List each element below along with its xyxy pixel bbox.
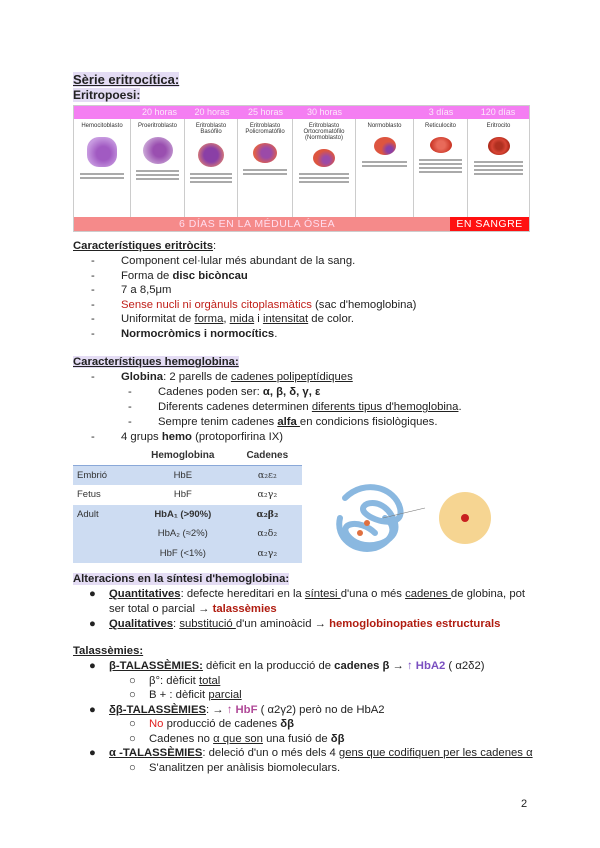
item-text: d'un aminoàcid → (235, 618, 330, 630)
stage-column (356, 119, 414, 219)
stage-column (293, 119, 356, 219)
section-heading: Talassèmies: (73, 645, 144, 657)
table-row (73, 485, 302, 505)
iron-atom (461, 514, 469, 522)
sub-list-item: ○ β°: dèficit total (129, 674, 221, 687)
list-item: - Diferents cadenes determinen diferents tipus d'hemoglobina. (128, 401, 462, 413)
item-text: Uniformitat de (121, 313, 195, 325)
sub-list-item: ○ S'analitzen per anàlisis biomoleculars. (129, 761, 341, 774)
time-label: 25 horas (247, 107, 284, 117)
list-item: - Sense nucli ni orgànuls citoplasmàtics (sac d'hemoglobina) (91, 298, 417, 311)
table-cell: α₂γ₂ (257, 489, 278, 501)
item-text: Forma de (121, 269, 173, 282)
table-cell (73, 524, 133, 544)
item-bold: δβ (280, 718, 295, 730)
item-bold: δβ (330, 732, 345, 745)
item-text: de globina, pot (450, 588, 526, 600)
cell-image (198, 143, 224, 167)
item-underline: α que son (213, 732, 263, 745)
item-text: B + : dèficit (149, 689, 209, 701)
blood-label: EN SANGRE (450, 217, 529, 231)
stage-column (414, 119, 468, 219)
item-text: Diferents cadenes determinen (158, 401, 312, 413)
item-text: d'una o més (340, 588, 406, 600)
item-text: dèficit en la producció de (202, 660, 335, 672)
cell-image (143, 137, 173, 164)
list-item: - Component cel·lular més abundant de la sang. (91, 255, 356, 267)
item-bold: hemo (161, 431, 192, 443)
sub-list-item: ○ No producció de cadenes δβ (129, 718, 295, 730)
stage-description (474, 161, 523, 175)
item-underline: cadenes (405, 588, 451, 600)
table-cell: α₂ε₂ (257, 470, 277, 481)
table-cell: Adult (77, 508, 99, 520)
table-cell: HbE (173, 470, 193, 481)
hemoglobin-structure-illustration (305, 478, 530, 560)
stage-column (131, 119, 185, 219)
time-label: 20 horas (194, 107, 230, 117)
item-text: Cadenes poden ser: (158, 386, 263, 398)
heme-group (357, 530, 363, 536)
table-row (73, 505, 302, 525)
item-text: 4 grups (121, 431, 162, 443)
item-bold: Normocròmics i normocítics (121, 327, 275, 340)
item-underline: parcial (208, 689, 242, 701)
cell-image (253, 143, 277, 163)
item-text: : defecte hereditari en la (180, 588, 305, 600)
item-bold: disc bicòncau (172, 269, 248, 282)
table-cell: Embrió (77, 470, 108, 481)
stage-description (80, 173, 125, 179)
table-cell (73, 544, 133, 564)
cell-image (313, 149, 335, 167)
item-red: Sense nucli ni orgànuls citoplasmàtics (121, 298, 312, 311)
stage-description (362, 161, 408, 167)
item-bold: cadenes β (334, 660, 390, 672)
item-purple: ↑ HbA2 (407, 660, 446, 672)
item-text: β°: dèficit (149, 674, 199, 687)
item-red: talassèmies (212, 603, 277, 615)
table-cell: HbA₂ (≈2%) (157, 528, 208, 540)
stage-column (468, 119, 529, 219)
section-heading: Característiques hemoglobina: (73, 356, 239, 368)
item-text: Cadenes no (149, 732, 214, 745)
item-text: (protoporfirina IX) (191, 431, 284, 443)
cell-image (430, 137, 452, 153)
stage-description (419, 159, 461, 173)
item-underline: Quantitatives (109, 588, 181, 600)
item-text: en condicions fisiològiques. (299, 416, 438, 428)
item-underline: cadenes polipeptídiques (230, 371, 353, 383)
item-underline: intensitat (262, 313, 309, 325)
item-text: ( α2δ2) (445, 660, 485, 672)
item-text: S'analitzen per anàlisis biomoleculars. (149, 761, 341, 774)
cell-image (374, 137, 396, 155)
item-underline: δβ-TALASSÈMIES (109, 703, 207, 716)
list-item: - 4 grups hemo (protoporfirina IX) (91, 431, 284, 443)
item-text: . (458, 401, 462, 413)
list-item: - Forma de disc bicòncau (91, 269, 248, 282)
list-item: - Uniformitat de forma, mida i intensitat de color. (91, 313, 355, 325)
item-text: : → (206, 703, 227, 716)
item-underline: gens que codifiquen per les cadenes α (338, 747, 533, 759)
sub-list-item: ○ Cadenes no α que son una fusió de δβ (129, 732, 345, 745)
stage-name: Proeritroblasto (137, 123, 178, 129)
stage-name: Eritroblasto Policromatófilo (245, 123, 285, 135)
stage-column (74, 119, 131, 219)
table-cell: α₂δ₂ (257, 528, 278, 540)
item-red: hemoglobinopaties estructurals (329, 618, 501, 630)
sub-list-item: ○ B + : dèficit parcial (129, 689, 242, 701)
page-number: 2 (521, 798, 528, 810)
item-underline: alfa (277, 416, 300, 428)
table-cell: α₂γ₂ (257, 547, 278, 559)
item-underline: Qualitatives (109, 618, 174, 630)
item-text: . (274, 327, 278, 340)
stage-name: Normoblasto (367, 123, 402, 129)
list-item: ● β-TALASSÈMIES: dèficit en la producció de cadenes β → ↑ HbA2 ( α2δ2) (89, 660, 485, 672)
item-text: ( α2γ2) però no de HbA2 (257, 703, 385, 716)
item-underline: diferents tipus d'hemoglobina (311, 401, 459, 413)
item-underline: total (198, 674, 221, 687)
item-text: 7 a 8,5μm (121, 284, 172, 296)
stage-name: Eritroblasto Basófilo (195, 123, 227, 135)
list-item: - Cadenes poden ser: α, β, δ, γ, ε (128, 386, 321, 398)
table-row (73, 466, 302, 486)
stage-column (238, 119, 293, 219)
item-text: producció de cadenes (163, 718, 281, 730)
item-underline: forma (194, 313, 224, 325)
list-item: ● δβ-TALASSÈMIES: → ↑ HbF ( α2γ2) però no de HbA2 (89, 703, 385, 716)
item-text: i (254, 313, 263, 325)
stage-description (190, 173, 232, 183)
item-underline: α -TALASSÈMIES (109, 747, 203, 759)
item-text: : deleció d'un o més dels 4 (202, 747, 339, 759)
section-subtitle: Eritropoesi: (73, 88, 141, 102)
table-row (73, 544, 302, 564)
stage-name: Hemocitoblasto (81, 123, 123, 129)
cell-image (488, 137, 510, 155)
stage-name: Reticulocito (424, 123, 456, 129)
item-text: : (173, 618, 180, 630)
list-item: ● Qualitatives: substitució d'un aminoàcid → hemoglobinopaties estructurals (89, 618, 501, 630)
section-heading: Característiques eritròcits (73, 240, 214, 252)
list-item: - Globina: 2 parells de cadenes polipeptídiques (91, 371, 353, 383)
erythropoiesis-figure (73, 105, 530, 232)
item-underline: substitució (179, 618, 236, 630)
item-underline: síntesi (304, 588, 341, 600)
stage-column (185, 119, 238, 219)
table-header (73, 446, 133, 466)
page-title: Sèrie eritrocítica: (73, 72, 180, 87)
list-item: ● Quantitatives: defecte hereditari en la síntesi d'una o més cadenes de globina, pot (89, 588, 526, 600)
list-item-continuation (109, 603, 277, 615)
stage-description (243, 169, 286, 175)
item-red: No (149, 718, 164, 730)
globin-chains (339, 487, 400, 549)
item-underline: β-TALASSÈMIES: (109, 660, 203, 672)
list-item: ● α -TALASSÈMIES: deleció d'un o més dels 4 gens que codifiquen per les cadenes α (89, 747, 533, 759)
stage-name: Eritrocito (486, 123, 511, 129)
item-text: una fusió de (262, 732, 331, 745)
figure-bottom-bar (74, 217, 529, 231)
time-label: 20 horas (141, 107, 178, 117)
item-text: (sac d'hemoglobina) (311, 298, 417, 311)
item-text: → (389, 660, 407, 672)
item-bold: Globina (121, 371, 164, 383)
table-cell: HbF (<1%) (159, 547, 206, 559)
table-row (73, 524, 302, 544)
list-item: - 7 a 8,5μm (91, 284, 172, 296)
item-underline: mida (229, 313, 255, 325)
heme-group (364, 520, 370, 526)
item-text: : 2 parells de (163, 371, 231, 383)
time-label: 120 días (480, 107, 516, 117)
table-cell: Fetus (77, 489, 101, 501)
marrow-label: 6 DÍAS EN LA MÉDULA ÓSEA (179, 218, 336, 230)
table-header: Cadenes (246, 450, 289, 461)
stage-description (299, 173, 349, 183)
hemoglobin-table (73, 446, 302, 563)
list-item: - Normocròmics i normocítics. (91, 327, 278, 340)
item-text: ser total o parcial → (109, 603, 213, 615)
table-cell: HbA₁ (>90%) (154, 508, 212, 520)
item-text: , (223, 313, 230, 325)
time-label: 3 días (428, 107, 454, 117)
item-text: Component cel·lular més abundant de la sang. (121, 255, 356, 267)
item-pink: ↑ HbF (226, 703, 258, 716)
table-cell: α₂β₂ (256, 508, 279, 520)
item-text: de color. (308, 313, 355, 325)
stage-name: Eritroblasto Ortocromatófilo (Normoblasto) (303, 123, 345, 141)
list-item: - Sempre tenim cadenes alfa en condicions fisiològiques. (128, 416, 438, 428)
cell-image (87, 137, 117, 167)
time-label: 30 horas (306, 107, 343, 117)
stage-description (136, 170, 178, 180)
item-text: Sempre tenim cadenes (158, 416, 278, 428)
section-heading: Alteracions en la síntesi d'hemoglobina: (73, 573, 290, 585)
table-header: Hemoglobina (151, 450, 215, 461)
table-cell: HbF (173, 489, 192, 501)
item-bold: α, β, δ, γ, ε (262, 386, 321, 398)
